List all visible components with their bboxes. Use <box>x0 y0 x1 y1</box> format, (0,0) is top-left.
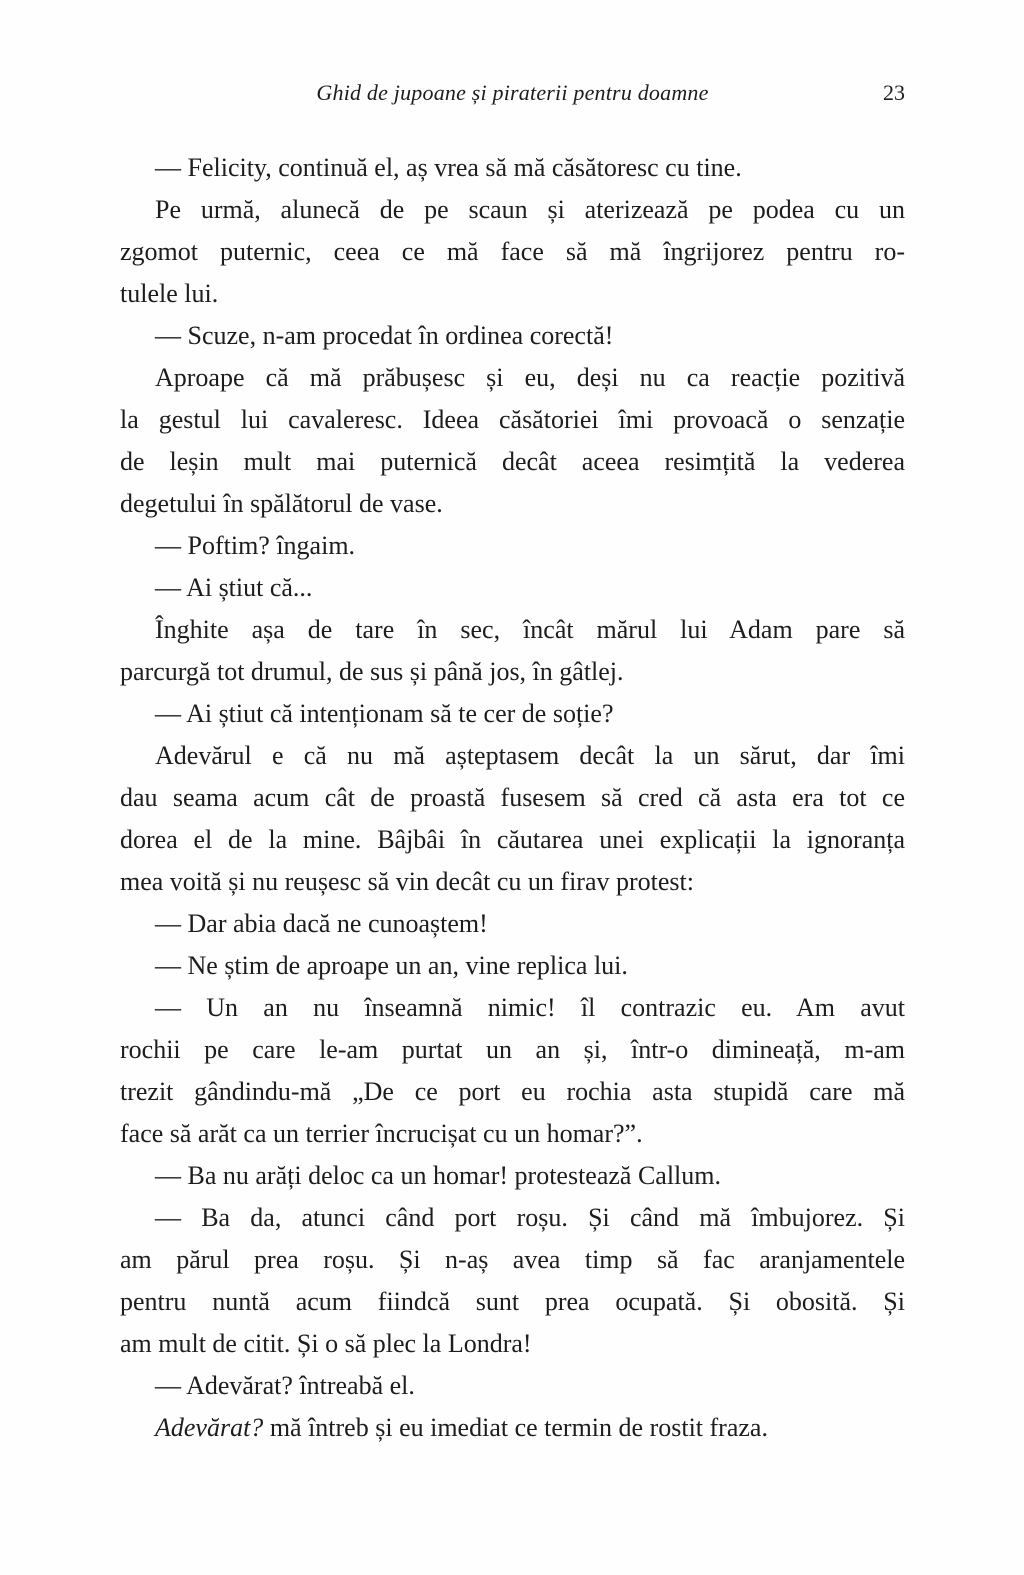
paragraph <box>120 1197 905 1365</box>
running-header-title: Ghid de jupoane și piraterii pentru doamne <box>316 80 709 105</box>
text-line: — Poftim? îngaim. <box>155 531 356 560</box>
text-line: — Ba nu arăți deloc ca un homar! protestează Callum. <box>155 1161 722 1190</box>
paragraph <box>120 1407 905 1449</box>
paragraph <box>120 1155 905 1197</box>
paragraph <box>120 315 905 357</box>
text-line: parcurgă tot drumul, de sus și până jos, în gâtlej. <box>120 657 624 686</box>
text-line: Adevărul e că nu mă așteptasem decât la un sărut, dar îmi <box>155 741 905 770</box>
text-line: Pe urmă, alunecă de pe scaun și aterizează pe podea cu un <box>155 195 905 224</box>
italic-run: Adevărat? <box>155 1413 264 1442</box>
paragraph <box>120 735 905 903</box>
paragraph <box>120 1365 905 1407</box>
text-line: de leșin mult mai puternică decât aceea resimțită la vederea <box>120 447 905 476</box>
text-line: dorea el de la mine. Bâjbâi în căutarea unei explicații la ignoranța <box>120 825 905 854</box>
paragraph <box>120 525 905 567</box>
text-line: zgomot puternic, ceea ce mă face să mă îngrijorez pentru ro- <box>120 237 905 266</box>
text-line: — Ai știut că... <box>155 573 313 602</box>
paragraph <box>120 903 905 945</box>
text-line: tulele lui. <box>120 279 219 308</box>
text-line: trezit gândindu-mă „De ce port eu rochia asta stupidă care mă <box>120 1077 905 1106</box>
text-line: — Ai știut că intenționam să te cer de soție? <box>155 699 614 728</box>
text-line: pentru nuntă acum fiindcă sunt prea ocupată. Și obosită. Și <box>120 1287 905 1316</box>
text-block <box>120 147 905 1449</box>
text-line: Înghite așa de tare în sec, încât mărul lui Adam pare să <box>155 615 905 644</box>
text-line: degetului în spălătorul de vase. <box>120 489 443 518</box>
text-line: — Ne știm de aproape un an, vine replica lui. <box>155 951 628 980</box>
text-line: — Scuze, n-am procedat în ordinea corectă! <box>155 321 614 350</box>
text-line: — Felicity, continuă el, aș vrea să mă căsătoresc cu tine. <box>155 153 742 182</box>
paragraph <box>120 567 905 609</box>
text-line: — Un an nu înseamnă nimic! îl contrazic eu. Am avut <box>155 993 905 1022</box>
paragraph <box>120 189 905 315</box>
paragraph <box>120 609 905 693</box>
text-run: mă întreb și eu imediat ce termin de rostit fraza. <box>263 1413 768 1442</box>
text-line: face să arăt ca un terrier încrucișat cu un homar?”. <box>120 1119 643 1148</box>
text-line: — Ba da, atunci când port roșu. Și când mă îmbujorez. Și <box>155 1203 905 1232</box>
text-line: — Dar abia dacă ne cunoaștem! <box>155 909 488 938</box>
text-line: dau seama acum cât de proastă fusesem să cred că asta era tot ce <box>120 783 905 812</box>
text-line: Aproape că mă prăbușesc și eu, deși nu ca reacție pozitivă <box>155 363 905 392</box>
text-line: am părul prea roșu. Și n-aș avea timp să fac aranjamentele <box>120 1245 905 1274</box>
paragraph <box>120 945 905 987</box>
paragraph <box>120 357 905 525</box>
text-line: rochii pe care le-am purtat un an și, într-o dimineață, m-am <box>120 1035 905 1064</box>
paragraph <box>120 147 905 189</box>
running-header <box>120 78 905 108</box>
page-number: 23 <box>883 80 905 105</box>
paragraph <box>120 987 905 1155</box>
text-line: mea voită și nu reușesc să vin decât cu un firav protest: <box>120 867 694 896</box>
paragraph <box>120 693 905 735</box>
text-line: la gestul lui cavaleresc. Ideea căsătoriei îmi provoacă o senzație <box>120 405 905 434</box>
text-line: — Adevărat? întreabă el. <box>155 1371 415 1400</box>
text-line <box>120 1407 905 1449</box>
text-line: am mult de citit. Și o să plec la Londra! <box>120 1329 532 1358</box>
